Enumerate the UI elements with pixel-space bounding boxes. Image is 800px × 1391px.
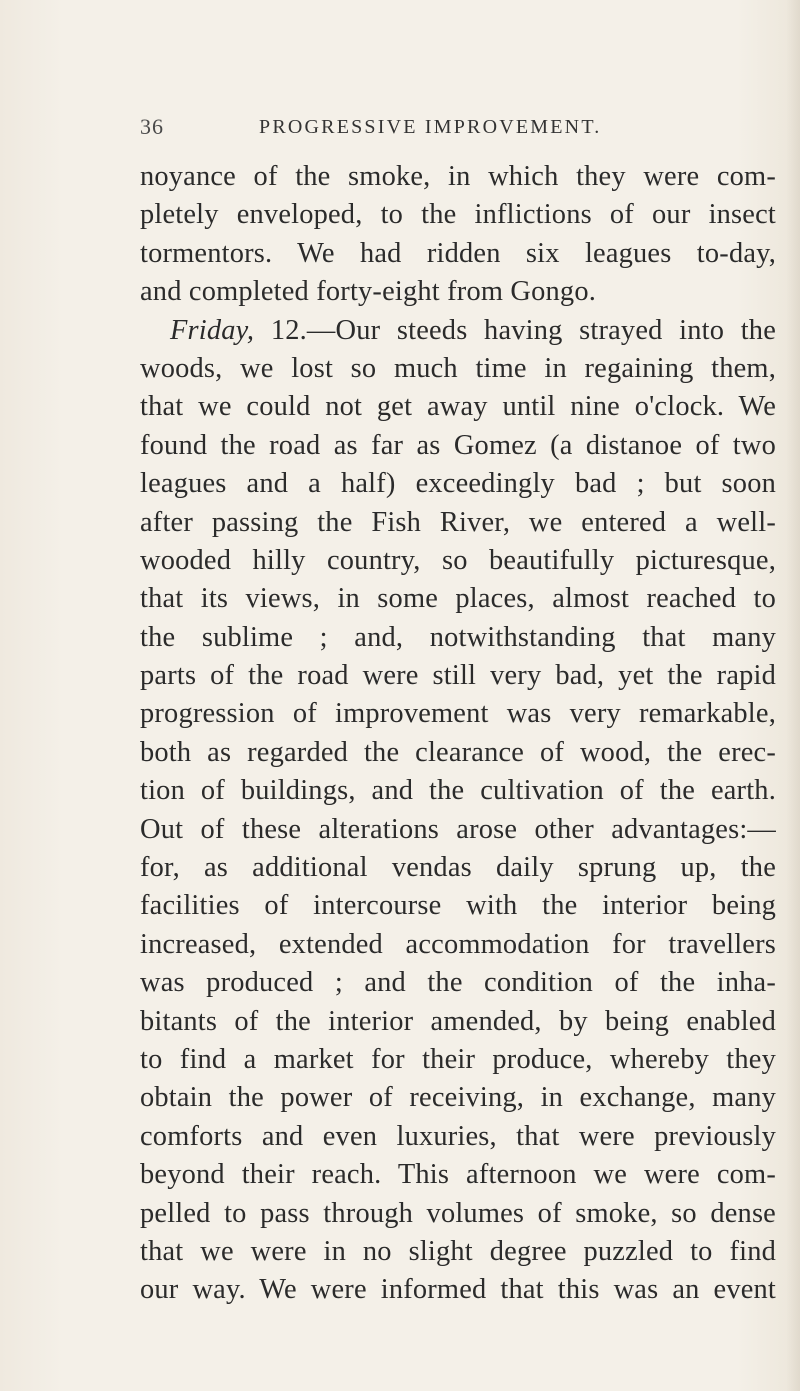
text-line <box>140 158 776 196</box>
text-line-content: that we could not get away until nine o'clock. We <box>140 391 776 423</box>
text-line-content: wooded hilly country, so beautifully picturesque, <box>140 544 776 576</box>
text-line <box>140 657 776 695</box>
text-line-content: was produced ; and the condition of the inha- <box>140 967 776 999</box>
text-line <box>140 273 776 311</box>
text-line-content: tion of buildings, and the cultivation of the earth. <box>140 775 776 807</box>
text-line <box>140 926 776 964</box>
text-line-content: pelled to pass through volumes of smoke, so dense <box>140 1197 776 1229</box>
text-line <box>140 388 776 426</box>
page-number: 36 <box>140 114 164 139</box>
text-line <box>140 350 776 388</box>
text-line <box>140 235 776 273</box>
text-line <box>140 849 776 887</box>
page-edge-shadow <box>786 0 800 1391</box>
text-line <box>140 1003 776 1041</box>
text-line-content: parts of the road were still very bad, yet the rapid <box>140 660 776 692</box>
text-line-content: the sublime ; and, notwithstanding that many <box>140 621 776 653</box>
text-line <box>140 427 776 465</box>
text-line-content: tormentors. We had ridden six leagues to-day, <box>140 237 776 269</box>
body-text <box>140 158 776 1310</box>
running-head: PROGRESSIVE IMPROVEMENT. <box>259 116 602 138</box>
text-line <box>140 811 776 849</box>
text-line-content: that we were in no slight degree puzzled to find <box>140 1235 776 1267</box>
text-line <box>140 504 776 542</box>
text-line <box>140 734 776 772</box>
text-line <box>140 1079 776 1117</box>
text-line-content: comforts and even luxuries, that were previously <box>140 1120 776 1152</box>
text-line <box>140 1118 776 1156</box>
text-line-content: Out of these alterations arose other advantages:— <box>140 813 776 845</box>
text-line-content: after passing the Fish River, we entered a well- <box>140 506 776 538</box>
text-line-content: to find a market for their produce, whereby they <box>140 1043 776 1075</box>
page-header <box>140 114 780 154</box>
date-italic: Friday, <box>170 314 255 346</box>
text-line-content: for, as additional vendas daily sprung up, the <box>140 852 776 884</box>
text-line <box>140 964 776 1002</box>
text-line <box>140 1195 776 1233</box>
text-line-content: bitants of the interior amended, by being enabled <box>140 1005 776 1037</box>
text-line <box>140 1271 776 1309</box>
text-line-content: woods, we lost so much time in regaining them, <box>140 352 776 384</box>
text-line-content: increased, extended accommodation for travellers <box>140 928 776 960</box>
text-line <box>140 1233 776 1271</box>
text-line-content: beyond their reach. This afternoon we were com- <box>140 1159 776 1191</box>
text-line-content: leagues and a half) exceedingly bad ; but soon <box>140 468 776 500</box>
text-line <box>140 196 776 234</box>
text-line <box>140 887 776 925</box>
text-line <box>140 1156 776 1194</box>
text-line <box>140 312 776 350</box>
text-line <box>140 695 776 733</box>
text-line-content: and completed forty-eight from Gongo. <box>140 276 597 308</box>
text-line-content: progression of improvement was very remarkable, <box>140 698 776 730</box>
text-line-content: 12.—Our steeds having strayed into the <box>254 314 776 346</box>
text-line-content: facilities of intercourse with the interior being <box>140 890 776 922</box>
text-line <box>140 465 776 503</box>
text-line <box>140 580 776 618</box>
text-line-content: pletely enveloped, to the inflictions of our insect <box>140 199 776 231</box>
text-line-content: both as regarded the clearance of wood, the erec- <box>140 736 776 768</box>
text-line-content: noyance of the smoke, in which they were com- <box>140 161 776 192</box>
text-line <box>140 772 776 810</box>
text-line-content: found the road as far as Gomez (a distanoe of two <box>140 429 776 461</box>
text-line <box>140 542 776 580</box>
text-line <box>140 619 776 657</box>
text-line <box>140 1041 776 1079</box>
text-line-content: our way. We were informed that this was an event <box>140 1274 776 1306</box>
text-line-content: obtain the power of receiving, in exchange, many <box>140 1082 776 1114</box>
text-line-content: that its views, in some places, almost reached to <box>140 583 776 615</box>
